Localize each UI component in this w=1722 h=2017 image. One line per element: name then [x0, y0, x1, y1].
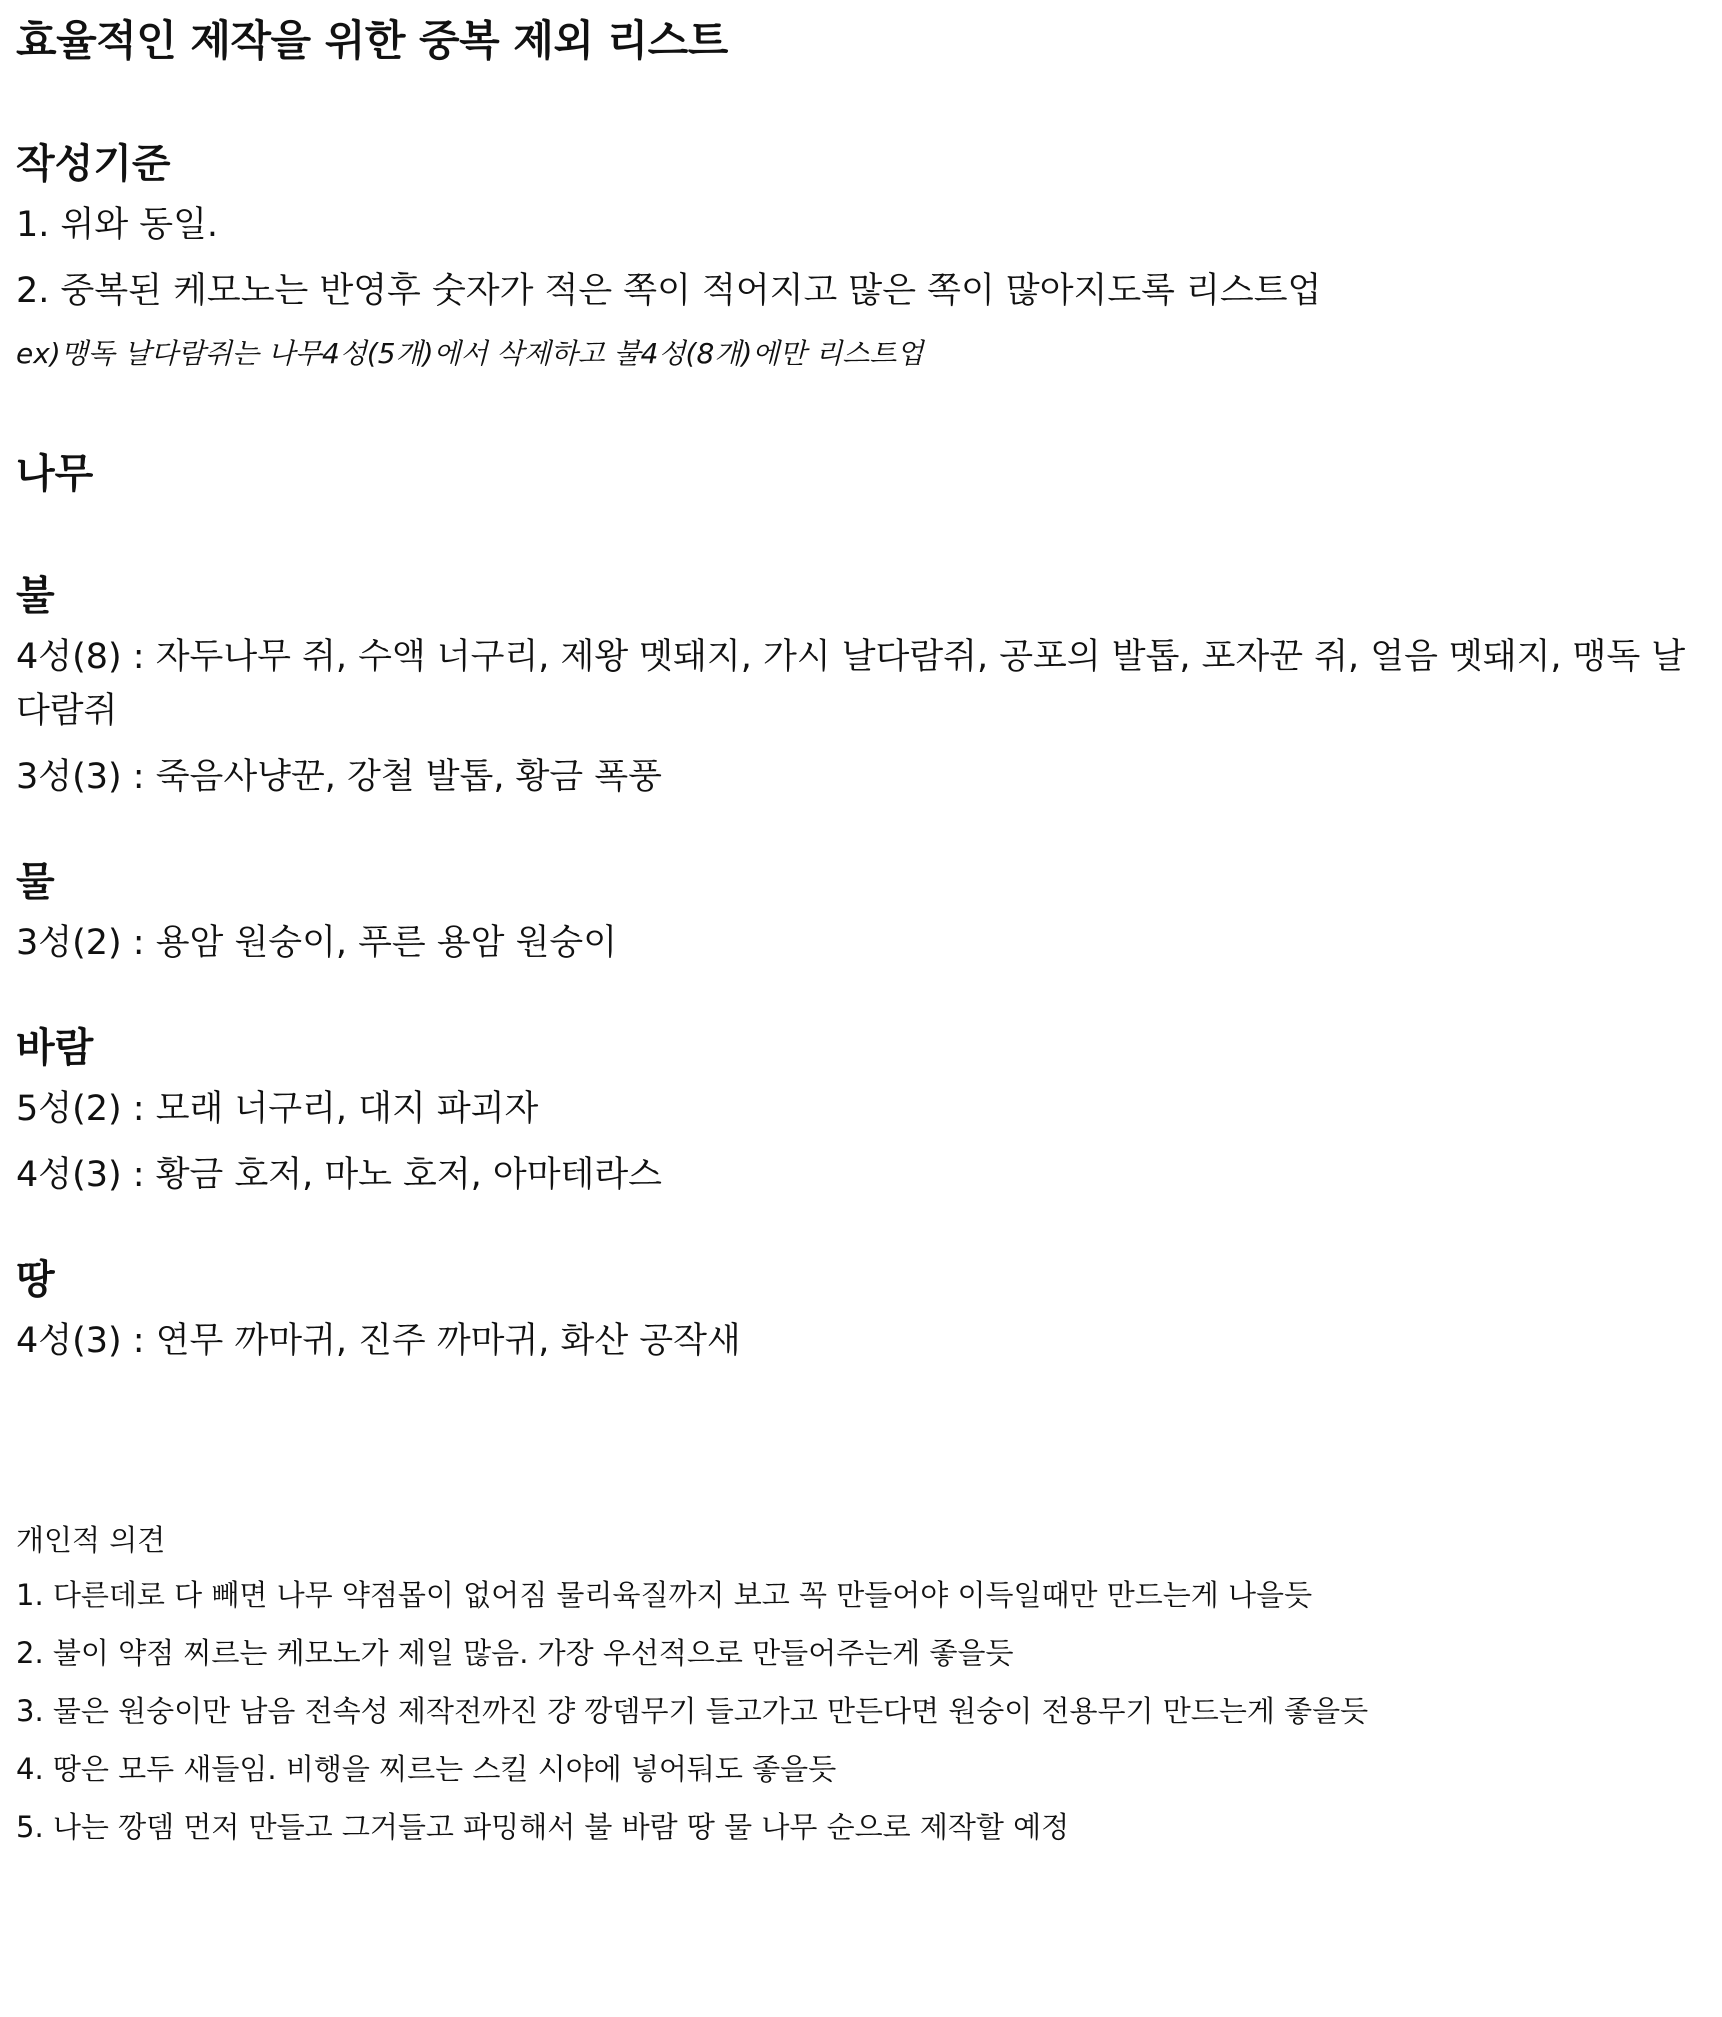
- opinion-heading: 개인적 의견: [16, 1523, 166, 1557]
- opinion-item: 4. 땅은 모두 새들임. 비행을 찌르는 스킬 시야에 넣어둬도 좋을듯: [16, 1752, 837, 1786]
- criteria-example: ex)맹독 날다람쥐는 나무4성(5개)에서 삭제하고 불4성(8개)에만 리스트업: [16, 337, 924, 370]
- page-title: 효율적인 제작을 위한 중복 제외 리스트: [16, 16, 728, 65]
- opinion-item: 2. 불이 약점 찌르는 케모노가 제일 많음. 가장 우선적으로 만들어주는게 좋을듯: [16, 1636, 1014, 1670]
- section-heading-water: 물: [16, 859, 55, 905]
- earth-line: 4성(3) : 연무 까마귀, 진주 까마귀, 화산 공작새: [16, 1321, 741, 1361]
- section-heading-fire: 불: [16, 573, 55, 619]
- criteria-heading: 작성기준: [16, 141, 171, 187]
- opinion-item: 1. 다른데로 다 빼면 나무 약점몹이 없어짐 물리육질까지 보고 꼭 만들어야 이득일때만 만드는게 나을듯: [16, 1578, 1313, 1612]
- opinion-item: 3. 물은 원숭이만 남음 전속성 제작전까진 걍 깡뎀무기 들고가고 만든다면 원숭이 전용무기 만드는게 좋을듯: [16, 1694, 1369, 1728]
- criteria-item: 2. 중복된 케모노는 반영후 숫자가 적은 쪽이 적어지고 많은 쪽이 많아지도록 리스트업: [16, 271, 1322, 311]
- criteria-item: 1. 위와 동일.: [16, 205, 219, 245]
- wind-line: 5성(2) : 모래 너구리, 대지 파괴자: [16, 1089, 539, 1129]
- water-line: 3성(2) : 용암 원숭이, 푸른 용암 원숭이: [16, 923, 618, 963]
- spacer: [16, 810, 1706, 854]
- section-heading-wind: 바람: [16, 1025, 94, 1071]
- fire-line: 3성(3) : 죽음사냥꾼, 강철 발톱, 황금 폭풍: [16, 757, 662, 797]
- spacer: [16, 1208, 1706, 1252]
- spacer: [16, 1374, 1706, 1514]
- opinion-item: 5. 나는 깡뎀 먼저 만들고 그거들고 파밍해서 불 바람 땅 물 나무 순으로 제작할 예정: [16, 1810, 1070, 1844]
- fire-line: 4성(8) : 자두나무 쥐, 수액 너구리, 제왕 멧돼지, 가시 날다람쥐, 공포의 발톱, 포자꾼 쥐, 얼음 멧돼지, 맹독 날다람쥐: [16, 637, 1686, 731]
- spacer: [16, 384, 1706, 446]
- wind-line: 4성(3) : 황금 호저, 마노 호저, 아마테라스: [16, 1155, 662, 1195]
- spacer: [16, 502, 1706, 568]
- spacer: [16, 70, 1706, 136]
- section-heading-wood: 나무: [16, 451, 94, 497]
- section-heading-earth: 땅: [16, 1257, 55, 1303]
- spacer: [16, 976, 1706, 1020]
